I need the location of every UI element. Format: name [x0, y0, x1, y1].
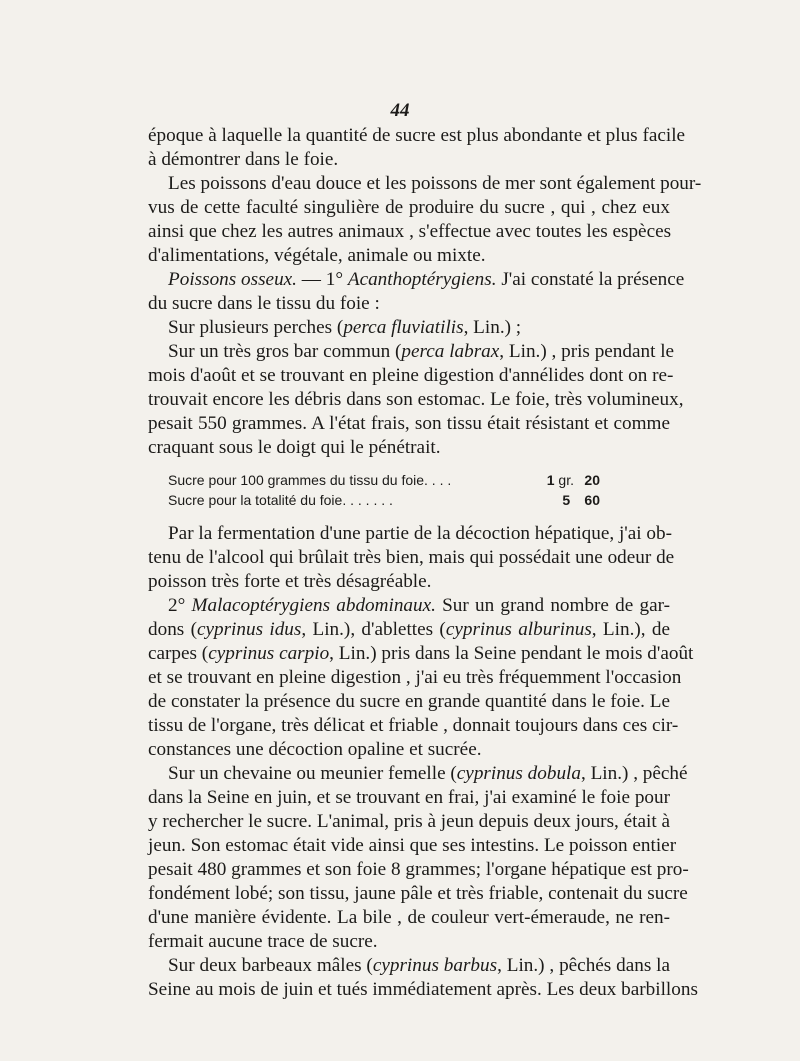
table-row [168, 490, 600, 510]
text-line: Les poissons d'eau douce et les poissons de mer sont également pour- [168, 173, 702, 194]
species-name: cyprinus idus [196, 619, 302, 640]
text-line: Seine au mois de juin et tués immédiatement après. Les deux barbillons [148, 979, 698, 1000]
species-name: cyprinus carpio [208, 643, 330, 664]
text-line: et se trouvant en pleine digestion , j'ai eu très fréquemment l'occasion [148, 667, 682, 688]
text-line: d'une manière évidente. La bile , de couleur vert-émeraude, ne ren- [148, 907, 670, 928]
text-line: fondément lobé; son tissu, jaune pâle et très friable, contenait du sucre [148, 883, 688, 904]
text-line: Sur plusieurs perches (perca fluviatilis, Lin.) ; [168, 317, 522, 338]
text-line: pesait 550 grammes. A l'état frais, son tissu était résistant et comme [148, 413, 670, 434]
text-line: Sur un très gros bar commun (perca labrax, Lin.) , pris pendant le [168, 341, 675, 362]
text-line: époque à laquelle la quantité de sucre est plus abondante et plus facile [148, 125, 686, 146]
text-line: de constater la présence du sucre en grande quantité dans le foie. Le [148, 691, 670, 712]
text-line: Sur un chevaine ou meunier femelle (cyprinus dobula, Lin.) , pêché [168, 763, 688, 784]
table-label: Sucre pour la totalité du foie. . . . . . . [168, 492, 393, 508]
table-label: Sucre pour 100 grammes du tissu du foie. . . . [168, 472, 452, 488]
text-line: d'alimentations, végétale, animale ou mixte. [148, 245, 486, 266]
text-line: 2° Malacoptérygiens abdominaux. Sur un grand nombre de gar- [168, 595, 670, 616]
text-line: pesait 480 grammes et son foie 8 grammes; l'organe hépatique est pro- [148, 859, 689, 880]
text-line: constances une décoction opaline et sucrée. [148, 739, 482, 760]
text-line: mois d'août et se trouvant en pleine digestion d'annélides dont on re- [148, 365, 674, 386]
text-line: jeun. Son estomac était vide ainsi que ses intestins. Le poisson entier [148, 835, 677, 856]
text-line: poisson très forte et très désagréable. [148, 571, 432, 592]
sugar-table [168, 470, 600, 510]
table-value: 5 60 [562, 492, 600, 508]
page-number: 44 [390, 100, 410, 121]
text-line: craquant sous le doigt qui le pénétrait. [148, 437, 441, 458]
text-line: ainsi que chez les autres animaux , s'effectue avec toutes les espèces [148, 221, 672, 242]
text-line: Poissons osseux. — 1° Acanthoptérygiens. J'ai constaté la présence [168, 269, 685, 290]
table-value: 1 gr. 20 [546, 472, 600, 488]
species-name: cyprinus dobula [456, 763, 581, 784]
species-name: perca labrax [401, 341, 500, 362]
text-line: Par la fermentation d'une partie de la décoction hépatique, j'ai ob- [168, 523, 672, 544]
body-text [148, 124, 702, 1002]
subsection-heading: Acanthoptérygiens. [347, 269, 497, 290]
text-line: tenu de l'alcool qui brûlait très bien, mais qui possédait une odeur de [148, 547, 675, 568]
text-line: vus de cette faculté singulière de produire du sucre , qui , chez eux [148, 197, 670, 218]
species-name: perca fluviatilis [343, 317, 464, 338]
text-line: tissu de l'organe, très délicat et friable , donnait toujours dans ces cir- [148, 715, 679, 736]
table-row [168, 470, 600, 490]
text-line: y rechercher le sucre. L'animal, pris à jeun depuis deux jours, était à [148, 811, 670, 832]
section-heading: Poissons osseux. [168, 269, 297, 290]
species-name: cyprinus barbus [372, 955, 498, 976]
text-line: carpes (cyprinus carpio, Lin.) pris dans la Seine pendant le mois d'août [148, 643, 694, 664]
text-line: du sucre dans le tissu du foie : [148, 293, 380, 314]
text-line: trouvait encore les débris dans son estomac. Le foie, très volumineux, [148, 389, 684, 410]
species-name: cyprinus alburinus [445, 619, 592, 640]
text-line: dons (cyprinus idus, Lin.), d'ablettes (cyprinus alburinus, Lin.), de [148, 619, 670, 640]
text-line: Sur deux barbeaux mâles (cyprinus barbus, Lin.) , pêchés dans la [168, 955, 670, 976]
subsection-heading: Malacoptérygiens abdominaux. [191, 595, 436, 616]
text-line: dans la Seine en juin, et se trouvant en frai, j'ai examiné le foie pour [148, 787, 670, 808]
text-line: à démontrer dans le foie. [148, 149, 339, 170]
text-line: fermait aucune trace de sucre. [148, 931, 378, 952]
